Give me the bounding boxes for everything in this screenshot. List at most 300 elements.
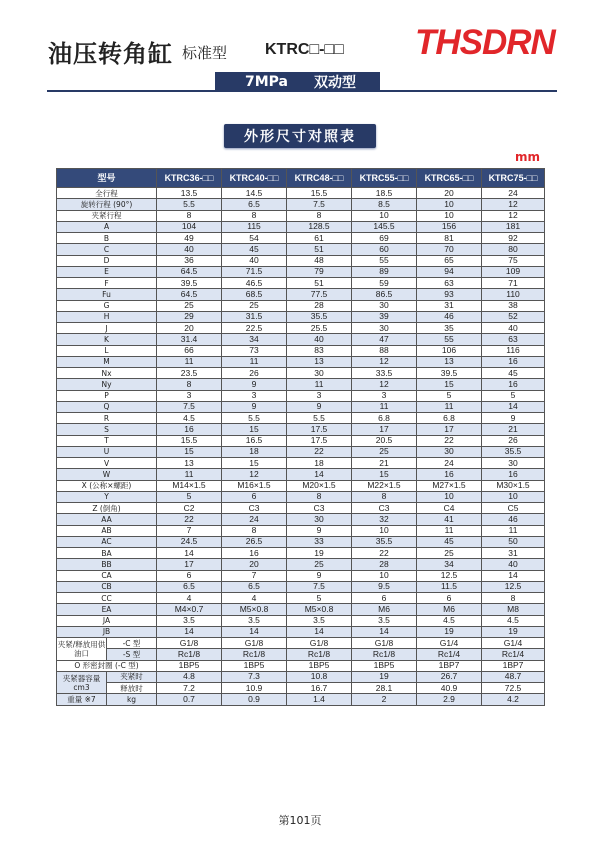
value-cell: 46	[482, 514, 545, 525]
value-cell: 46.5	[222, 278, 287, 289]
value-cell: 89	[352, 266, 417, 277]
lbl-cell: A	[57, 221, 157, 232]
value-cell: M20×1.5	[287, 480, 352, 491]
table-row	[57, 581, 545, 592]
value-cell: 30	[352, 300, 417, 311]
value-cell: 16	[417, 469, 482, 480]
value-cell: 39.5	[417, 368, 482, 379]
lbl-cell: G	[57, 300, 157, 311]
value-cell: 3	[352, 390, 417, 401]
table-row	[57, 199, 545, 210]
lbl-cell: K	[57, 334, 157, 345]
value-cell: 6	[222, 491, 287, 502]
value-cell: 24	[482, 188, 545, 199]
value-cell: 24.5	[157, 536, 222, 547]
value-cell: 19	[482, 626, 545, 637]
value-cell: 9	[287, 570, 352, 581]
lbl-cell: BB	[57, 559, 157, 570]
lbl-cell: J	[57, 323, 157, 334]
value-cell: 8	[352, 491, 417, 502]
value-cell: 88	[352, 345, 417, 356]
value-cell: 31	[482, 548, 545, 559]
value-cell: Rc1/8	[352, 649, 417, 660]
value-cell: 109	[482, 266, 545, 277]
value-cell: 106	[417, 345, 482, 356]
lbl-cell: F	[57, 278, 157, 289]
value-cell: 14	[157, 548, 222, 559]
value-cell: 33.5	[352, 368, 417, 379]
value-cell: 54	[222, 233, 287, 244]
value-cell: 41	[417, 514, 482, 525]
value-cell: 15	[222, 424, 287, 435]
value-cell: 47	[352, 334, 417, 345]
value-cell: 31.4	[157, 334, 222, 345]
lbl-cell: Z (倒角)	[57, 503, 157, 514]
value-cell: 93	[417, 289, 482, 300]
lbl-cell: T	[57, 435, 157, 446]
header-model-5: KTRC65-□□	[417, 169, 482, 188]
lbl-cell: JB	[57, 626, 157, 637]
value-cell: 64.5	[157, 266, 222, 277]
value-cell: 15	[417, 379, 482, 390]
value-cell: 6.8	[417, 413, 482, 424]
value-cell: 35.5	[352, 536, 417, 547]
value-cell: 6.5	[157, 581, 222, 592]
value-cell: 21	[352, 458, 417, 469]
value-cell: 70	[417, 244, 482, 255]
value-cell: 1BP7	[417, 660, 482, 671]
table-row	[57, 266, 545, 277]
value-cell: 10	[417, 210, 482, 221]
sublbl-cell: kg	[107, 694, 157, 705]
value-cell: 145.5	[352, 221, 417, 232]
value-cell: 35.5	[482, 446, 545, 457]
value-cell: 15.5	[287, 188, 352, 199]
value-cell: 1.4	[287, 694, 352, 705]
value-cell: 25.5	[287, 323, 352, 334]
value-cell: 60	[352, 244, 417, 255]
value-cell: 5.5	[222, 413, 287, 424]
spec-band	[215, 72, 380, 91]
value-cell: 11	[222, 356, 287, 367]
value-cell: M6	[352, 604, 417, 615]
value-cell: C3	[222, 503, 287, 514]
value-cell: C3	[352, 503, 417, 514]
value-cell: 16	[482, 379, 545, 390]
value-cell: G1/8	[157, 638, 222, 649]
lbl-cell: Y	[57, 491, 157, 502]
value-cell: 68.5	[222, 289, 287, 300]
value-cell: 63	[417, 278, 482, 289]
value-cell: 28	[352, 559, 417, 570]
lbl-cell: H	[57, 311, 157, 322]
value-cell: M22×1.5	[352, 480, 417, 491]
header-model-label: 型号	[57, 169, 157, 188]
value-cell: 6.8	[352, 413, 417, 424]
value-cell: 14	[222, 626, 287, 637]
value-cell: 5.5	[157, 199, 222, 210]
value-cell: 3	[287, 390, 352, 401]
lbl-cell: D	[57, 255, 157, 266]
value-cell: 7.5	[157, 401, 222, 412]
value-cell: M5×0.8	[287, 604, 352, 615]
value-cell: 11	[287, 379, 352, 390]
value-cell: 116	[482, 345, 545, 356]
value-cell: 18.5	[352, 188, 417, 199]
value-cell: 12	[482, 199, 545, 210]
value-cell: 12.5	[417, 570, 482, 581]
grp-cell: 夹紧/释放用供油口	[57, 638, 107, 661]
brand-logo-text: THSDRN	[415, 23, 555, 62]
value-cell: 3.5	[157, 615, 222, 626]
value-cell: 14	[482, 570, 545, 581]
value-cell: 19	[287, 548, 352, 559]
table-row	[57, 638, 545, 649]
lbl-cell: E	[57, 266, 157, 277]
value-cell: 13	[157, 458, 222, 469]
table-row	[57, 435, 545, 446]
value-cell: 4.5	[482, 615, 545, 626]
value-cell: 21	[482, 424, 545, 435]
value-cell: 7.2	[157, 683, 222, 694]
value-cell: 14	[157, 626, 222, 637]
table-row	[57, 536, 545, 547]
value-cell: 11	[157, 469, 222, 480]
value-cell: 22	[287, 446, 352, 457]
value-cell: 13	[287, 356, 352, 367]
value-cell: 17	[352, 424, 417, 435]
value-cell: 39	[352, 311, 417, 322]
value-cell: 86.5	[352, 289, 417, 300]
page-subtitle: 标准型	[182, 44, 228, 62]
header-model-2: KTRC40-□□	[222, 169, 287, 188]
value-cell: 12	[482, 210, 545, 221]
value-cell: M16×1.5	[222, 480, 287, 491]
value-cell: 4.8	[157, 671, 222, 682]
lbl-cell: 重量 ※7	[57, 694, 107, 705]
table-row	[57, 255, 545, 266]
table-row	[57, 626, 545, 637]
value-cell: 25	[352, 446, 417, 457]
value-cell: 32	[352, 514, 417, 525]
value-cell: 23.5	[157, 368, 222, 379]
value-cell: 20	[417, 188, 482, 199]
value-cell: 71	[482, 278, 545, 289]
table-row	[57, 356, 545, 367]
lbl-cell: AA	[57, 514, 157, 525]
table-row	[57, 503, 545, 514]
value-cell: 13	[417, 356, 482, 367]
value-cell: M30×1.5	[482, 480, 545, 491]
value-cell: 45	[417, 536, 482, 547]
value-cell: 52	[482, 311, 545, 322]
value-cell: 9	[222, 401, 287, 412]
value-cell: 80	[482, 244, 545, 255]
value-cell: 30	[287, 368, 352, 379]
value-cell: 0.9	[222, 694, 287, 705]
lbl-cell: CB	[57, 581, 157, 592]
value-cell: 35.5	[287, 311, 352, 322]
table-row	[57, 593, 545, 604]
lbl-cell: 全行程	[57, 188, 157, 199]
value-cell: 6	[352, 593, 417, 604]
value-cell: 10.8	[287, 671, 352, 682]
header-divider	[47, 90, 557, 92]
value-cell: 77.5	[287, 289, 352, 300]
table-row	[57, 323, 545, 334]
model-code: KTRC□-□□	[265, 41, 344, 58]
value-cell: 156	[417, 221, 482, 232]
table-row	[57, 671, 545, 682]
value-cell: 16	[482, 469, 545, 480]
value-cell: 81	[417, 233, 482, 244]
value-cell: 115	[222, 221, 287, 232]
sublbl-cell: 释放时	[107, 683, 157, 694]
table-row	[57, 446, 545, 457]
table-row	[57, 188, 545, 199]
table-row	[57, 514, 545, 525]
lbl-cell: CC	[57, 593, 157, 604]
value-cell: 4	[222, 593, 287, 604]
value-cell: 55	[417, 334, 482, 345]
value-cell: 18	[222, 446, 287, 457]
value-cell: G1/8	[352, 638, 417, 649]
table-header-row	[57, 169, 545, 188]
value-cell: 6.5	[222, 199, 287, 210]
value-cell: Rc1/8	[287, 649, 352, 660]
table-row	[57, 570, 545, 581]
value-cell: 8	[222, 525, 287, 536]
table-row	[57, 210, 545, 221]
value-cell: 3	[157, 390, 222, 401]
value-cell: 12	[352, 356, 417, 367]
table-row	[57, 683, 545, 694]
value-cell: 9	[287, 401, 352, 412]
value-cell: 31	[417, 300, 482, 311]
value-cell: 5	[417, 390, 482, 401]
value-cell: 49	[157, 233, 222, 244]
value-cell: 16.7	[287, 683, 352, 694]
table-row	[57, 604, 545, 615]
value-cell: 19	[417, 626, 482, 637]
lbl-cell: Nx	[57, 368, 157, 379]
value-cell: 4.5	[157, 413, 222, 424]
value-cell: 79	[287, 266, 352, 277]
value-cell: 25	[287, 559, 352, 570]
value-cell: 12	[352, 379, 417, 390]
value-cell: 94	[417, 266, 482, 277]
value-cell: 15	[222, 458, 287, 469]
value-cell: 8	[482, 593, 545, 604]
value-cell: 8	[157, 379, 222, 390]
value-cell: M27×1.5	[417, 480, 482, 491]
value-cell: M4×0.7	[157, 604, 222, 615]
value-cell: Rc1/4	[417, 649, 482, 660]
value-cell: 40	[482, 559, 545, 570]
value-cell: 34	[222, 334, 287, 345]
lbl-cell: S	[57, 424, 157, 435]
table-row	[57, 233, 545, 244]
value-cell: 7.3	[222, 671, 287, 682]
value-cell: 22	[157, 514, 222, 525]
value-cell: 40	[222, 255, 287, 266]
value-cell: 20.5	[352, 435, 417, 446]
value-cell: 10	[417, 491, 482, 502]
value-cell: 73	[222, 345, 287, 356]
table-row	[57, 413, 545, 424]
value-cell: 17	[157, 559, 222, 570]
table-row	[57, 525, 545, 536]
value-cell: 7	[222, 570, 287, 581]
value-cell: 40	[157, 244, 222, 255]
lbl-cell: CA	[57, 570, 157, 581]
lbl-cell: AB	[57, 525, 157, 536]
value-cell: G1/4	[482, 638, 545, 649]
value-cell: 8.5	[352, 199, 417, 210]
table-row	[57, 649, 545, 660]
value-cell: 31.5	[222, 311, 287, 322]
value-cell: 5	[157, 491, 222, 502]
value-cell: 24	[417, 458, 482, 469]
sublbl-cell: -S 型	[107, 649, 157, 660]
value-cell: 10.9	[222, 683, 287, 694]
value-cell: 16	[482, 356, 545, 367]
table-row	[57, 491, 545, 502]
value-cell: 1BP5	[222, 660, 287, 671]
value-cell: 9.5	[352, 581, 417, 592]
value-cell: Rc1/4	[482, 649, 545, 660]
table-row	[57, 379, 545, 390]
value-cell: 181	[482, 221, 545, 232]
value-cell: 3.5	[222, 615, 287, 626]
lbl-cell: W	[57, 469, 157, 480]
value-cell: 50	[482, 536, 545, 547]
value-cell: 8	[287, 210, 352, 221]
table-row	[57, 278, 545, 289]
lbl-cell: X (公称×螺距)	[57, 480, 157, 491]
value-cell: 9	[222, 379, 287, 390]
lbl-cell: 旋转行程 (90°)	[57, 199, 157, 210]
value-cell: 2	[352, 694, 417, 705]
value-cell: 45	[222, 244, 287, 255]
lbl-cell: C	[57, 244, 157, 255]
value-cell: 28.1	[352, 683, 417, 694]
value-cell: 33	[287, 536, 352, 547]
value-cell: 66	[157, 345, 222, 356]
value-cell: 48.7	[482, 671, 545, 682]
value-cell: 40.9	[417, 683, 482, 694]
value-cell: M14×1.5	[157, 480, 222, 491]
table-row	[57, 334, 545, 345]
value-cell: 64.5	[157, 289, 222, 300]
value-cell: 17	[417, 424, 482, 435]
value-cell: 22.5	[222, 323, 287, 334]
value-cell: M5×0.8	[222, 604, 287, 615]
value-cell: C3	[287, 503, 352, 514]
table-row	[57, 694, 545, 705]
lbl-cell: M	[57, 356, 157, 367]
sublbl-cell: -C 型	[107, 638, 157, 649]
lbl-cell: V	[57, 458, 157, 469]
brand-logo	[415, 22, 585, 66]
value-cell: 16	[222, 548, 287, 559]
value-cell: 63	[482, 334, 545, 345]
value-cell: 40	[482, 323, 545, 334]
header-model-1: KTRC36-□□	[157, 169, 222, 188]
value-cell: 11	[417, 401, 482, 412]
value-cell: 15	[157, 446, 222, 457]
lbl-cell: L	[57, 345, 157, 356]
value-cell: 3	[222, 390, 287, 401]
value-cell: 11	[352, 401, 417, 412]
value-cell: 5	[482, 390, 545, 401]
value-cell: 128.5	[287, 221, 352, 232]
action-type-label: 双动型	[314, 74, 357, 91]
lbl-cell: JA	[57, 615, 157, 626]
value-cell: 17.5	[287, 424, 352, 435]
pressure-label: 7MPa	[245, 73, 289, 90]
value-cell: 26	[482, 435, 545, 446]
value-cell: 51	[287, 244, 352, 255]
value-cell: 3.5	[352, 615, 417, 626]
value-cell: 5.5	[287, 413, 352, 424]
value-cell: 1BP7	[482, 660, 545, 671]
value-cell: 92	[482, 233, 545, 244]
value-cell: 12.5	[482, 581, 545, 592]
value-cell: 14.5	[222, 188, 287, 199]
value-cell: 14	[482, 401, 545, 412]
value-cell: G1/4	[417, 638, 482, 649]
lbl-cell: B	[57, 233, 157, 244]
table-row	[57, 311, 545, 322]
value-cell: 36	[157, 255, 222, 266]
value-cell: 6	[417, 593, 482, 604]
value-cell: C2	[157, 503, 222, 514]
value-cell: 0.7	[157, 694, 222, 705]
value-cell: 61	[287, 233, 352, 244]
value-cell: 14	[352, 626, 417, 637]
value-cell: 83	[287, 345, 352, 356]
value-cell: 8	[222, 210, 287, 221]
value-cell: C4	[417, 503, 482, 514]
value-cell: 28	[287, 300, 352, 311]
value-cell: 10	[352, 525, 417, 536]
value-cell: 25	[417, 548, 482, 559]
value-cell: 40	[287, 334, 352, 345]
value-cell: 30	[287, 514, 352, 525]
lbl-cell: AC	[57, 536, 157, 547]
table-body	[57, 188, 545, 706]
value-cell: 48	[287, 255, 352, 266]
table-row	[57, 368, 545, 379]
value-cell: 4.5	[417, 615, 482, 626]
value-cell: 7.5	[287, 199, 352, 210]
value-cell: 7	[157, 525, 222, 536]
value-cell: 65	[417, 255, 482, 266]
header-model-3: KTRC48-□□	[287, 169, 352, 188]
value-cell: 45	[482, 368, 545, 379]
value-cell: 110	[482, 289, 545, 300]
value-cell: 17.5	[287, 435, 352, 446]
dimension-table	[56, 168, 545, 706]
value-cell: 69	[352, 233, 417, 244]
value-cell: 4	[157, 593, 222, 604]
header-model-4: KTRC55-□□	[352, 169, 417, 188]
value-cell: 4.2	[482, 694, 545, 705]
value-cell: 35	[417, 323, 482, 334]
table-row	[57, 559, 545, 570]
value-cell: 19	[352, 671, 417, 682]
